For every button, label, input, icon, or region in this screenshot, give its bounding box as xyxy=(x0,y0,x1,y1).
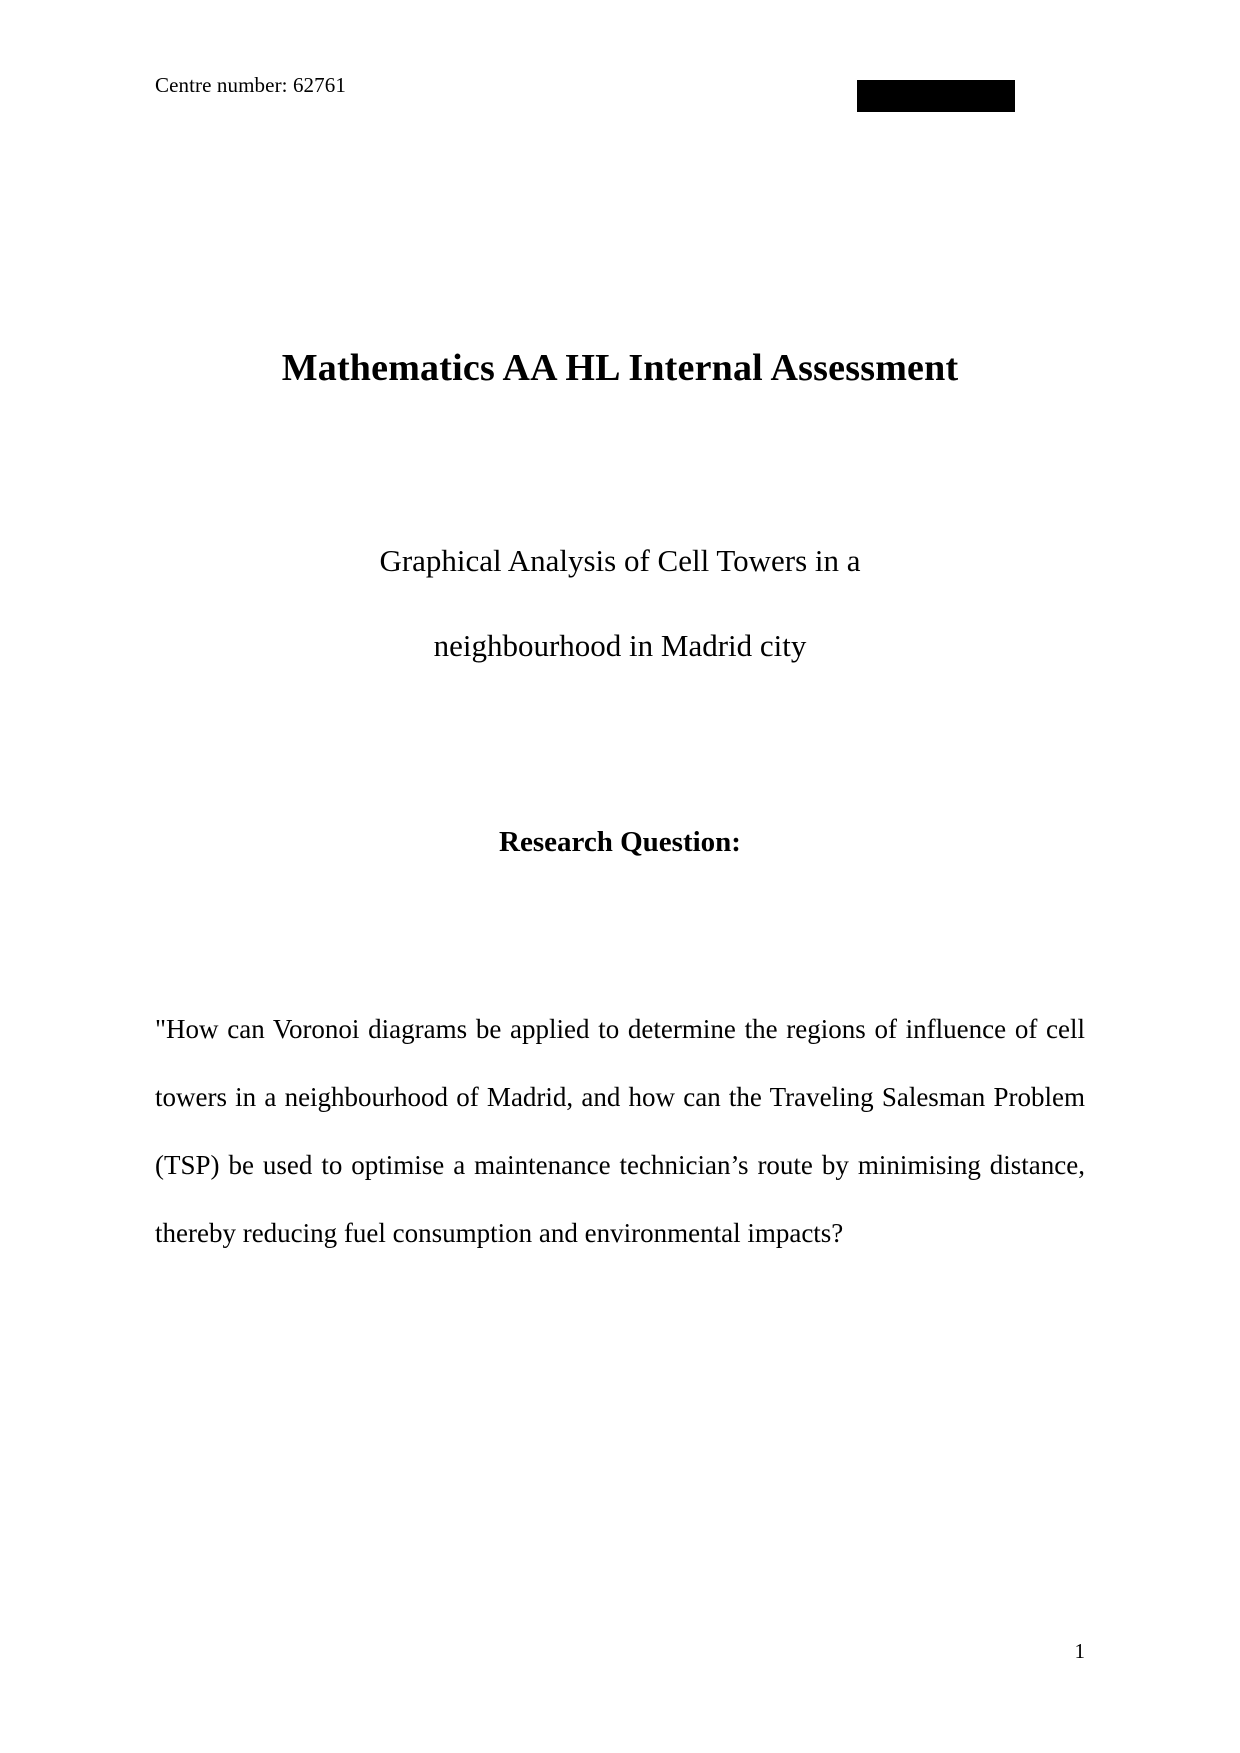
subtitle-line-2: neighbourhood in Madrid city xyxy=(433,628,807,663)
subtitle-line-1: Graphical Analysis of Cell Towers in a xyxy=(379,543,861,578)
page-title: Mathematics AA HL Internal Assessment xyxy=(281,347,959,390)
research-question-text: "How can Voronoi diagrams be applied to determine the regions of influence of cell towers in a neighbourhood of Madrid, and how can the Traveling Salesman Problem (TSP) be used to optimise a maintenance technician’s route by minimising distance, thereby reducing fuel consumption and environmental impacts? xyxy=(155,1014,1085,1248)
centre-number-text: Centre number: 62761 xyxy=(155,73,346,97)
research-question-heading: Research Question: xyxy=(499,826,741,859)
page-header xyxy=(155,72,1085,114)
redacted-candidate-name-box xyxy=(857,80,1015,112)
document-subtitle xyxy=(200,518,1040,688)
page-number: 1 xyxy=(1074,1639,1085,1663)
